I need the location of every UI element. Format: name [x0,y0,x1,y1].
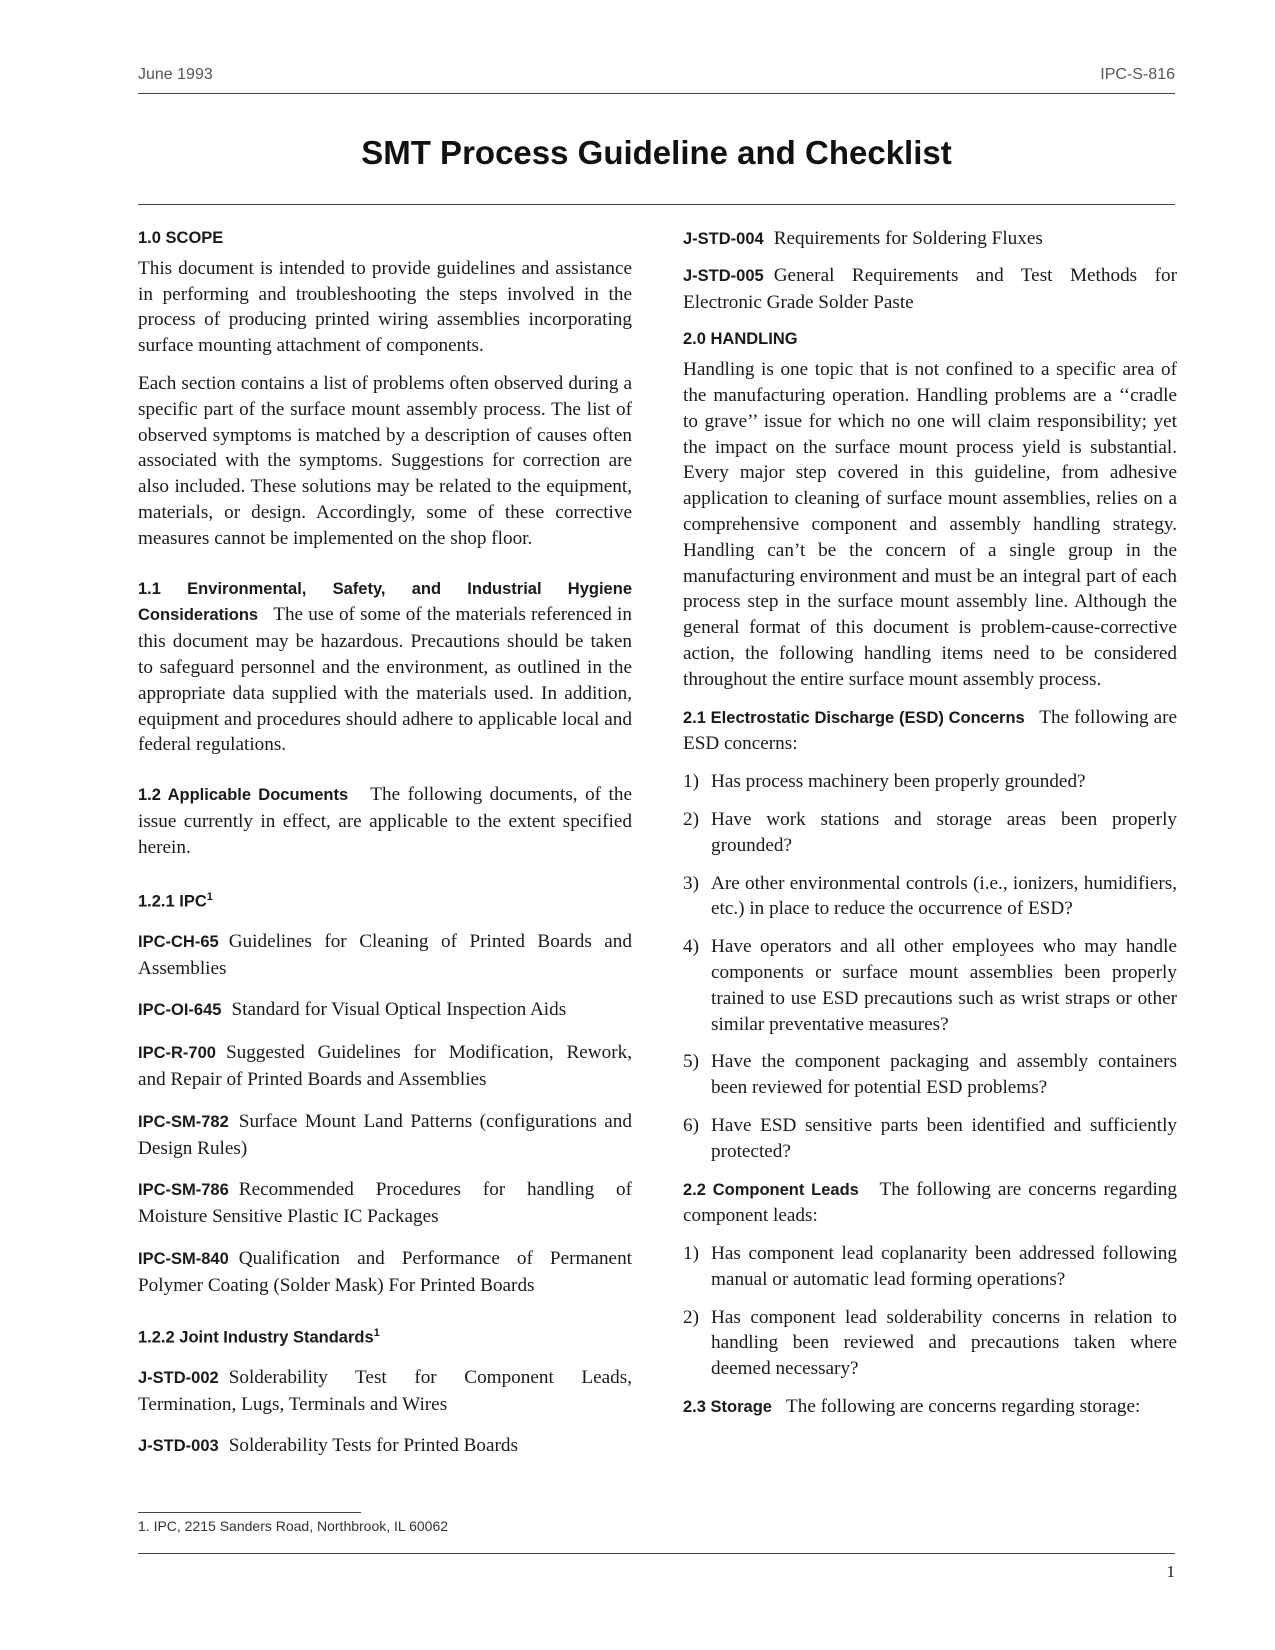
reference-title: Recommended Procedures for handling of Moisture Sensitive Plastic IC Packages [138,1179,632,1228]
section-1-2-text: The following documents, of the issue currently in effect, are applicable to the extent specified herein. [138,784,632,858]
footer-divider [138,1553,1175,1554]
reference-title: Solderability Tests for Printed Boards [228,1435,518,1457]
reference-code: J-STD-005 [683,266,764,285]
section-heading-scope: 1.0 SCOPE [138,229,224,247]
title-divider [138,204,1175,205]
reference-entry [138,1433,632,1460]
reference-entry [138,997,632,1024]
left-column [138,226,632,1476]
reference-code: IPC-CH-65 [138,932,219,951]
page-number: 1 [1166,1562,1175,1581]
reference-entry [138,929,632,982]
reference-entry [683,226,1177,253]
reference-entry [138,1040,632,1093]
section-2-2 [683,1177,1177,1230]
handling-paragraph: Handling is one topic that is not confined to a specific area of the manufacturing operation. Handling problems are a ‘‘cradle to grave’’ issue for which no one will claim responsibility; yet the impact on the surface mount process yield is substantial. Every major step covered in this guideline, from adhesive application to cleaning of surface mount assemblies, relies on a comprehensive component and assembly handling strategy. Handling can’t be the concern of a single group in the manufacturing environment and must be an integral part of each process step in the surface mount assembly line. Although the general format of this document is problem-cause-corrective action, the following handling items need to be considered throughout the entire surface mount assembly process. [683,359,1177,690]
reference-entry [138,1109,632,1162]
section-2-1 [683,705,1177,758]
section-heading-1-1: 1.1 Environmental, Safety, and Industrial Hygiene Considerations [138,579,632,625]
section-heading-2-2: 2.2 Component Leads [683,1180,859,1199]
reference-code: IPC-SM-840 [138,1250,229,1268]
scope-paragraph-2: Each section contains a list of problems often observed during a specific part of the surface mount assembly process. The list of observed symptoms is matched by a description of causes often associated with the symptoms. Suggestions for correction are also included. These solutions may be related to the equipment, materials, or design. Accordingly, some of these corrective measures cannot be implemented on the shop floor. [138,372,632,549]
reference-title: Guidelines for Cleaning of Printed Boards and Assemblies [138,930,632,979]
reference-code: J-STD-002 [138,1368,219,1387]
section-heading-1-2: 1.2 Applicable Documents [138,786,349,805]
header-doc-id: IPC-S-816 [1100,66,1175,83]
footnote-marker: 1 [206,890,213,903]
list-item: 6) Have ESD sensitive parts been identified and sufficiently protected? [683,1114,1177,1162]
section-heading-1-2-1: 1.2.1 IPC$^1$ [138,890,213,911]
reference-entry [138,1177,632,1230]
reference-title: Qualification and Performance of Permanent Polymer Coating (Solder Mask) For Printed Boards [138,1248,632,1296]
section-2-3-text: The following are concerns regarding storage: [786,1396,1141,1418]
footnote-divider [138,1512,361,1513]
right-column [683,226,1177,1433]
reference-entry [138,1246,632,1299]
reference-title: Suggested Guidelines for Modification, Rework, and Repair of Printed Boards and Assemblies [138,1042,632,1091]
list-item: 1) Has process machinery been properly grounded? [683,771,1086,793]
list-item: 5) Have the component packaging and assembly containers been reviewed for potential ESD problems? [683,1051,1177,1099]
component-leads-list [683,1241,1177,1382]
list-item: 4) Have operators and all other employees who may handle components or surface mount assemblies been properly trained to use ESD precautions such as wrist straps or other similar preventative measures? [683,936,1177,1035]
reference-code: IPC-R-700 [138,1044,216,1063]
footnote-marker: 1 [373,1326,380,1339]
reference-code: J-STD-003 [138,1437,219,1456]
scope-paragraph-1: This document is intended to provide guidelines and assistance in performing and troubleshooting the steps involved in the process of producing printed wiring assemblies incorporating surface mounting attachment of components. [138,257,632,357]
reference-title: Surface Mount Land Patterns (configurations and Design Rules) [138,1110,632,1159]
reference-code: IPC-SM-786 [138,1181,229,1200]
list-item: 3) Are other environmental controls (i.e., ionizers, humidifiers, etc.) in place to reduce the occurrence of ESD? [683,872,1177,920]
section-heading-1-2-2: 1.2.2 Joint Industry Standards$^1$ [138,1326,380,1347]
document-title: SMT Process Guideline and Checklist [361,134,952,171]
section-heading-handling: 2.0 HANDLING [683,330,798,349]
reference-entry [683,263,1177,316]
section-1-2 [138,782,632,860]
running-header [138,64,1175,94]
reference-code: IPC-OI-645 [138,1001,222,1020]
section-heading-2-3: 2.3 Storage [683,1398,772,1417]
list-item: 1) Has component lead coplanarity been addressed following manual or automatic lead forming operations? [683,1243,1177,1290]
section-heading-2-1: 2.1 Electrostatic Discharge (ESD) Concerns [683,708,1025,727]
list-item: 2) Have work stations and storage areas been properly grounded? [683,808,1177,856]
list-item: 2) Has component lead solderability concerns in relation to handling been reviewed and precautions taken where deemed necessary? [683,1306,1177,1380]
section-2-1-text: The following are ESD concerns: [683,706,1177,755]
reference-entry [138,1365,632,1418]
reference-code: IPC-SM-782 [138,1112,229,1131]
footnote: 1. IPC, 2215 Sanders Road, Northbrook, IL 60062 [138,1518,449,1534]
section-1-1 [138,576,632,759]
section-2-2-text: The following are concerns regarding component leads: [683,1178,1177,1227]
esd-concerns-list [683,769,1177,1164]
reference-title: Solderability Test for Component Leads, Termination, Lugs, Terminals and Wires [138,1366,632,1415]
section-1-1-text: The use of some of the materials referenced in this document may be hazardous. Precautions should be taken to safeguard personnel and the environment, as outlined in the appropriate data supplied with the materials used. In addition, equipment and procedures should adhere to applicable local and federal regulations. [138,604,632,756]
reference-title: Requirements for Soldering Fluxes [773,228,1043,249]
reference-title: General Requirements and Test Methods for Electronic Grade Solder Paste [683,264,1177,313]
section-2-3 [683,1394,1177,1421]
reference-code: J-STD-004 [683,230,764,248]
reference-title: Standard for Visual Optical Inspection Aids [231,999,567,1021]
header-date: June 1993 [138,66,213,83]
